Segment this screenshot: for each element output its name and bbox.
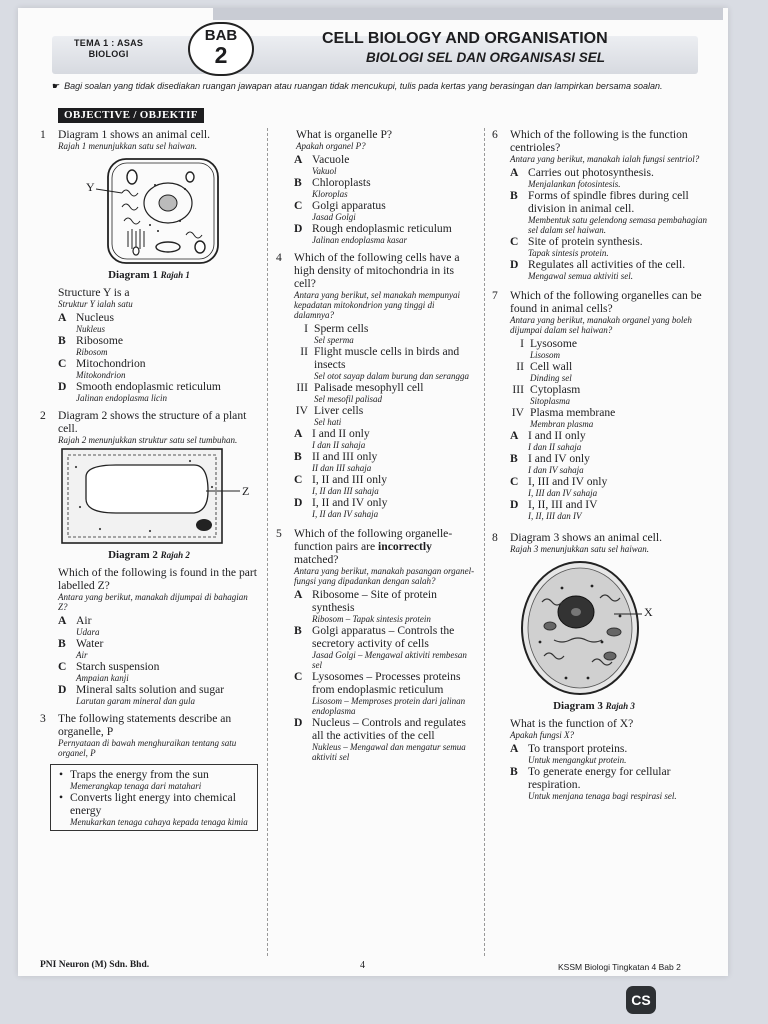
diagram-1 <box>40 155 258 267</box>
option-b[interactable]: B Forms of spindle fibres during cell division in animal cell. Membentuk satu gelendong semasa pembahagian sel dalam sel haiwan. <box>510 189 707 235</box>
statement-item: • Converts light energy into chemical energy Menukarkan tenaga cahaya kepada tenaga kimia <box>59 791 248 827</box>
option-a[interactable]: A I and II only I dan II sahaja <box>294 427 370 450</box>
option-c[interactable]: C I, III and IV only I, III dan IV sahaja <box>510 475 608 498</box>
chapter-badge-label: BAB <box>204 27 238 44</box>
book-reference: KSSM Biologi Tingkatan 4 Bab 2 <box>558 962 681 972</box>
diagram-3-caption: Diagram 3 Rajah 3 <box>553 700 635 712</box>
question-stem: Structure Y is a <box>58 286 130 299</box>
question-text-malay: Rajah 1 menunjukkan satu sel haiwan. <box>58 141 197 151</box>
statement-item: II Cell wall Dinding sel <box>516 360 573 383</box>
question-5 <box>276 527 476 588</box>
chapter-header <box>52 22 698 78</box>
option-a[interactable]: A Vacuole Vakuol <box>294 153 350 176</box>
option-a[interactable]: A Ribosome – Site of protein synthesis Ribosom – Tapak sintesis protein <box>294 588 437 624</box>
question-text: The following statements describe an organelle, P <box>58 712 232 738</box>
diagram-3 <box>492 558 716 698</box>
camscanner-badge: CS <box>626 986 656 1014</box>
question-text-malay: Rajah 2 menunjukkan struktur satu sel tumbuhan. <box>58 435 238 445</box>
question-6 <box>492 128 716 166</box>
option-a[interactable]: A I and II only I dan II sahaja <box>510 429 586 452</box>
statement-item: • Traps the energy from the sun Memerangkap tenaga dari matahari <box>59 768 209 791</box>
chapter-number: 2 <box>214 42 228 68</box>
statement-item: III Palisade mesophyll cell Sel mesofil palisad <box>296 381 424 404</box>
question-number: 3 <box>40 712 46 725</box>
option-c[interactable]: C Starch suspension Ampaian kanji <box>58 660 160 683</box>
chapter-title-malay: BIOLOGI SEL DAN ORGANISASI SEL <box>366 50 606 65</box>
diagram-2-caption: Diagram 2 Rajah 2 <box>108 549 190 561</box>
animal-cell-diagram-3 <box>492 558 716 698</box>
question-number: 1 <box>40 128 46 141</box>
option-b[interactable]: B Golgi apparatus – Controls the secretory activity of cells Jasad Golgi – Mengawal aktiviti rembesan sel <box>294 624 467 670</box>
question-stem-malay: Antara yang berikut, manakah dijumpai di bahagian Z? <box>58 592 248 612</box>
option-c[interactable]: C Mitochondrion Mitokondrion <box>58 357 146 380</box>
option-b[interactable]: B Ribosome Ribosom <box>58 334 124 357</box>
column-3 <box>492 128 716 801</box>
option-d[interactable]: D Nucleus – Controls and regulates all the activities of the cell Nukleus – Mengawal dan mengatur semua aktiviti sel <box>294 716 466 762</box>
statement-item: II Flight muscle cells in birds and insects Sel otot sayap dalam burung dan serangga <box>300 345 469 381</box>
statement-item: IV Liver cells Sel hati <box>295 404 364 427</box>
option-d[interactable]: D Rough endoplasmic reticulum Jalinan endoplasma kasar <box>294 222 452 245</box>
option-d[interactable]: D Mineral salts solution and sugar Larutan garam mineral dan gula <box>58 683 225 706</box>
label-x: X <box>644 605 653 619</box>
question-text-malay: Rajah 3 menunjukkan satu sel haiwan. <box>510 544 649 554</box>
option-b[interactable]: B II and III only II dan III sahaja <box>294 450 378 473</box>
label-z: Z <box>242 484 250 498</box>
question-text-malay: Antara yang berikut, manakah organel yang boleh dijumpai dalam sel haiwan? <box>510 315 692 335</box>
question-1 <box>40 128 258 153</box>
option-b[interactable]: B I and IV only I dan IV sahaja <box>510 452 590 475</box>
question-7 <box>492 289 716 337</box>
option-a[interactable]: A Air Udara <box>58 614 100 637</box>
column-2 <box>276 128 476 762</box>
option-b[interactable]: B Chloroplasts Kloroplas <box>294 176 371 199</box>
question-text: Diagram 2 shows the structure of a plant cell. <box>58 409 247 435</box>
option-d[interactable]: D Smooth endoplasmic reticulum Jalinan endoplasma licin <box>58 380 221 403</box>
option-a[interactable]: A To transport proteins. Untuk mengangkut protein. <box>510 742 628 765</box>
statement-item: I Lysosome Lisosom <box>520 337 578 360</box>
chapter-title: CELL BIOLOGY AND ORGANISATION <box>322 30 608 47</box>
page-number: 4 <box>360 960 365 971</box>
option-c[interactable]: C Lysosomes – Processes proteins from endoplasmic reticulum Lisosom – Memproses protein dari jalinan endoplasma <box>294 670 466 716</box>
column-1 <box>40 128 258 831</box>
question-2 <box>40 409 258 447</box>
option-a[interactable]: A Carries out photosynthesis. Menjalankan fotosintesis. <box>510 166 654 189</box>
pointing-hand-icon: ☛ <box>52 81 61 91</box>
option-c[interactable]: C Golgi apparatus Jasad Golgi <box>294 199 386 222</box>
option-c[interactable]: C I, II and III only I, II dan III sahaja <box>294 473 388 496</box>
option-c[interactable]: C Site of protein synthesis. Tapak sintesis protein. <box>510 235 643 258</box>
column-divider <box>267 128 268 956</box>
option-d[interactable]: D I, II and IV only I, II dan IV sahaja <box>294 496 388 519</box>
question-text: Diagram 3 shows an animal cell. <box>510 531 662 544</box>
question-number: 2 <box>40 409 46 422</box>
question-text: Which of the following is the function centrioles? <box>510 128 688 154</box>
label-y: Y <box>86 180 95 194</box>
question-stem: Which of the following is found in the part labelled Z? <box>58 566 257 592</box>
question-text: Diagram 1 shows an animal cell. <box>58 128 210 141</box>
plant-cell-diagram <box>40 447 258 547</box>
top-strip <box>213 8 723 20</box>
animal-cell-diagram <box>40 155 258 267</box>
question-number: 6 <box>492 128 498 141</box>
question-number: 7 <box>492 289 498 302</box>
statement-item: I Sperm cells Sel sperma <box>304 322 369 345</box>
question-stem: What is the function of X? <box>510 717 634 730</box>
bullet-icon: • <box>59 768 64 781</box>
statement-item: IV Plasma membrane Membran plasma <box>511 406 616 429</box>
question-4 <box>276 251 476 322</box>
question-text: Which of the following organelles can be found in animal cells? <box>510 289 702 315</box>
column-divider <box>484 128 485 956</box>
option-a[interactable]: A Nucleus Nukleus <box>58 311 114 334</box>
question-text-malay: Antara yang berikut, manakah ialah fungsi sentriol? <box>510 154 700 164</box>
diagram-2 <box>40 447 258 547</box>
statement-box <box>50 764 258 831</box>
question-text-malay: Pernyataan di bawah menghuraikan tentang satu organel, P <box>58 738 237 758</box>
question-text-malay: Antara yang berikut, sel manakah mempunyai kepadatan mitokondrion yang tinggi di dalamnya? <box>294 290 460 320</box>
question-text: Which of the following cells have a high density of mitochondria in its cell? <box>294 251 460 290</box>
question-8 <box>492 531 716 556</box>
question-stem: What is organelle P? <box>296 128 393 141</box>
option-b[interactable]: B To generate energy for cellular respiration. Untuk menjana tenaga bagi respirasi sel. <box>510 765 677 801</box>
instruction-note: ☛ Bagi soalan yang tidak disediakan ruangan jawapan atau ruangan tidak mencukupi, tulis pada kertas yang berasingan dan lampirkan bersama soalan. <box>52 81 663 91</box>
question-3 <box>40 712 258 760</box>
option-d[interactable]: D Regulates all activities of the cell. Mengawal semua aktiviti sel. <box>510 258 686 281</box>
question-text-malay: Antara yang berikut, manakah pasangan organel-fungsi yang dipadankan dengan salah? <box>294 566 475 586</box>
diagram-1-caption: Diagram 1 Rajah 1 <box>108 269 190 281</box>
question-number: 8 <box>492 531 498 544</box>
theme-label: TEMA 1 : ASAS BIOLOGI <box>74 38 144 59</box>
chapter-badge <box>188 22 254 76</box>
question-stem-malay: Struktur Y ialah satu <box>58 299 133 309</box>
question-stem-malay: Apakah organel P? <box>296 141 366 151</box>
question-stem-malay: Apakah fungsi X? <box>510 730 574 740</box>
bullet-icon: • <box>59 791 64 804</box>
section-title: OBJECTIVE / OBJEKTIF <box>58 108 204 123</box>
statement-item: III Cytoplasm Sitoplasma <box>512 383 581 406</box>
option-b[interactable]: B Water Air <box>58 637 104 660</box>
question-number: 4 <box>276 251 282 264</box>
publisher: PNI Neuron (M) Sdn. Bhd. <box>40 960 150 970</box>
option-d[interactable]: D I, II, III and IV I, II, III dan IV <box>510 498 598 521</box>
question-text: Which of the following organelle-function pairs are incorrectly matched? <box>294 527 453 566</box>
question-number: 5 <box>276 527 282 540</box>
